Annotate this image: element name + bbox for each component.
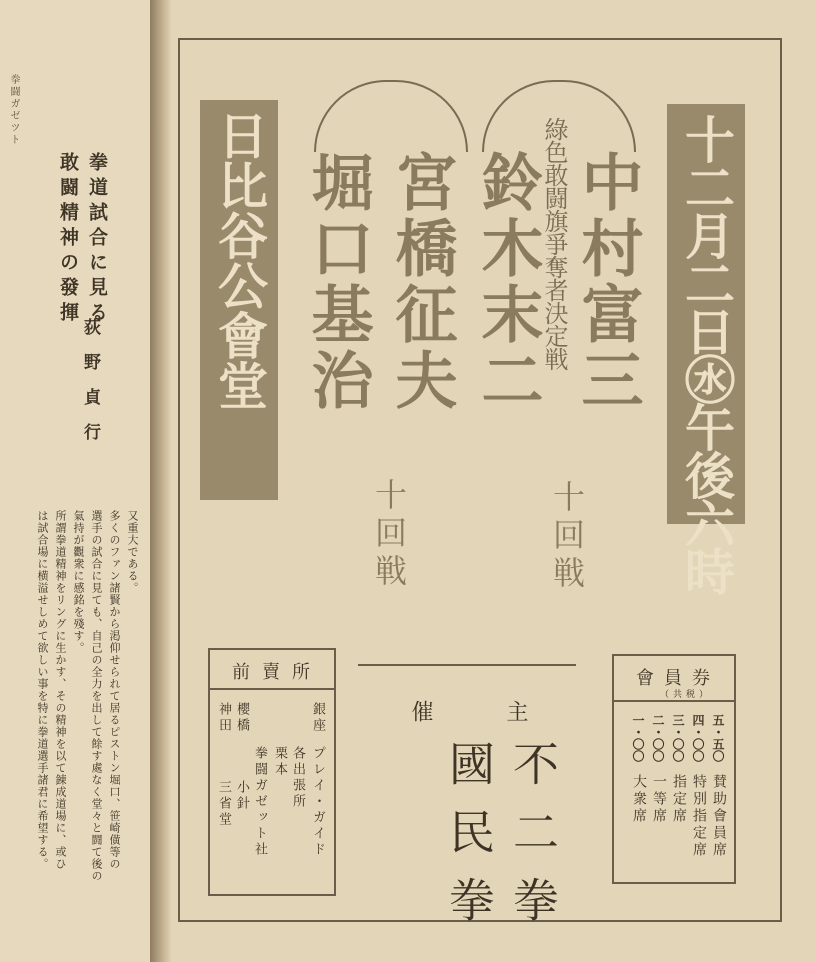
sales-shop: 小針 bbox=[234, 780, 249, 812]
sales-shop: 三省堂 bbox=[216, 780, 231, 828]
sales-shop: 各出張所 bbox=[290, 746, 305, 810]
bout2-fighter-a: 宮橋征夫 bbox=[385, 150, 458, 414]
venue-banner bbox=[200, 100, 278, 500]
left-page bbox=[0, 0, 169, 962]
bout2-rounds: 十回戦 bbox=[370, 478, 408, 592]
running-head: 拳闘ガゼツト bbox=[8, 74, 19, 146]
sales-shop: 櫻橋 bbox=[234, 702, 249, 734]
ticket-seat: 大衆席 bbox=[631, 774, 647, 825]
organizer-sponsor-label: 催 bbox=[408, 700, 433, 722]
ticket-seat: 賛助會員席 bbox=[711, 774, 727, 859]
ticket-price: 三・〇〇 bbox=[671, 714, 685, 762]
sales-shop: 神田 bbox=[216, 702, 231, 734]
body-column: 氣持が觀衆に感銘を殘す。 bbox=[72, 510, 85, 654]
ticket-price: 四・〇〇 bbox=[691, 714, 705, 762]
ticket-table-header bbox=[614, 656, 734, 702]
sales-shop: 拳闘ガゼット社 bbox=[252, 746, 267, 858]
article-title-line1: 拳道試合に見る bbox=[86, 152, 108, 327]
ticket-table-title: 會員券 bbox=[636, 668, 720, 689]
body-column: 多くのファン諸賢から渇仰せられて居るピストン堀口、笹崎僙等の bbox=[108, 510, 121, 870]
event-datetime: 十二月二日㊌午後六時 bbox=[677, 114, 736, 594]
sales-table-header bbox=[210, 650, 334, 690]
body-column: 所謂拳道精神をリングに生かす、その精神を以て錬成道場に、或ひ bbox=[54, 510, 67, 870]
event-datetime-banner bbox=[667, 104, 745, 594]
ticket-tax-note: （共税） bbox=[660, 690, 713, 700]
body-column: は試合場に横溢せしめて欲しい事を特に拳道選手諸君に希望する。 bbox=[36, 510, 49, 870]
bout1-subtitle: 綠色敢闘旗爭奪者決定戦 bbox=[540, 117, 568, 370]
bout1-rounds: 十回戦 bbox=[548, 480, 586, 594]
bout1-fighter-b: 鈴木末二 bbox=[471, 150, 544, 414]
sales-shop: 銀座 bbox=[310, 702, 325, 734]
advance-sales-table bbox=[208, 648, 336, 896]
organizer-main-label: 主 bbox=[503, 700, 528, 722]
ticket-price: 二・〇〇 bbox=[651, 714, 665, 762]
sales-shop: 栗本 bbox=[272, 746, 287, 778]
page-gutter bbox=[150, 0, 172, 962]
ticket-seat: 指定席 bbox=[671, 774, 687, 825]
ticket-seat: 特別指定席 bbox=[691, 774, 707, 859]
ticket-price-table bbox=[612, 654, 736, 884]
article-title-line2: 敢闘精神の發揮 bbox=[57, 152, 79, 327]
ticket-seat: 一等席 bbox=[651, 774, 667, 825]
ticket-price: 一・〇〇 bbox=[631, 714, 645, 762]
bout1-fighter-a: 中村富三 bbox=[571, 150, 644, 414]
sales-table-title: 前賣所 bbox=[232, 662, 322, 683]
divider-line bbox=[358, 664, 576, 666]
venue-name: 日比谷公會堂 bbox=[210, 110, 269, 410]
article-author: 荻野貞行 bbox=[80, 318, 100, 458]
body-column: 選手の試合に見ても、自己の全力を出して餘す處なく堂々と闘て後の bbox=[90, 510, 103, 882]
organizer-sponsor: 國民拳 bbox=[442, 740, 496, 944]
sales-shop: プレイ・ガイド bbox=[310, 746, 325, 858]
ticket-price: 五・五〇 bbox=[711, 714, 725, 762]
body-column: 又重大である。 bbox=[126, 510, 139, 594]
bout2-fighter-b: 堀口基治 bbox=[301, 150, 374, 414]
organizer-main: 不二拳 bbox=[506, 740, 560, 944]
